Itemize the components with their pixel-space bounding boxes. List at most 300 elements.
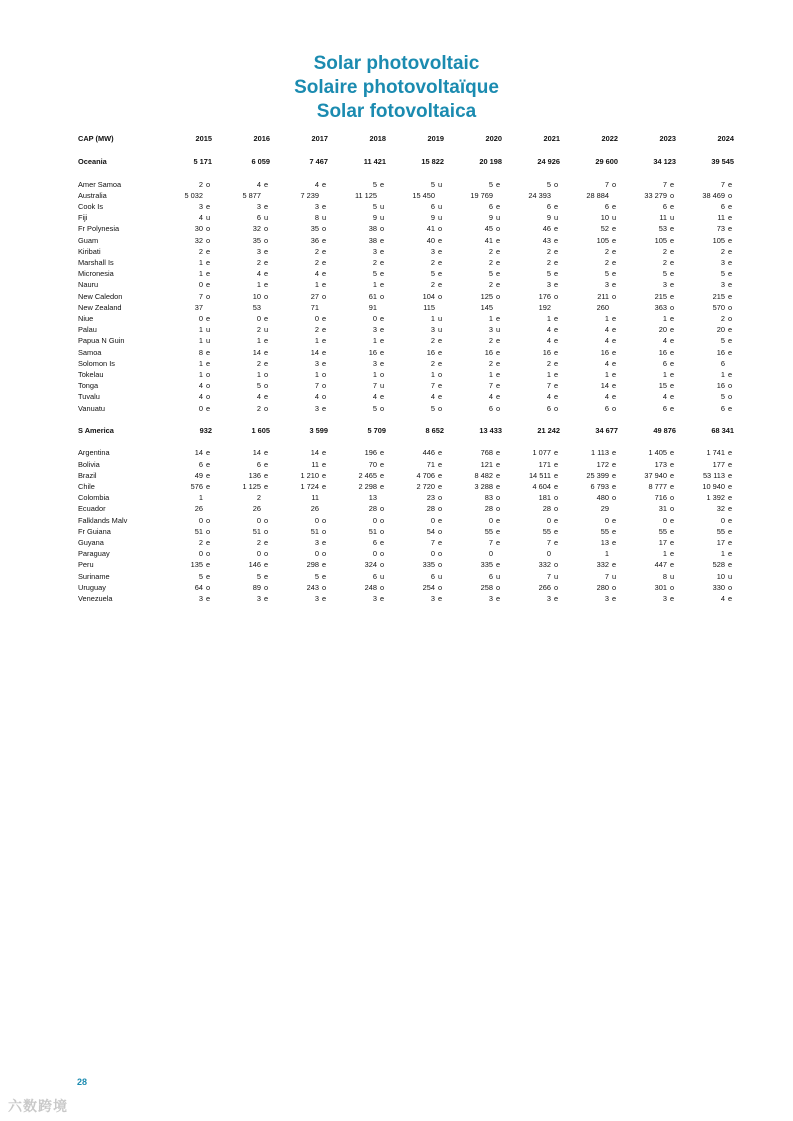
cell-value: 1 — [720, 549, 725, 559]
cell-flag: o — [438, 291, 443, 301]
table-row — [78, 459, 740, 470]
cell-value: 0 — [314, 515, 319, 525]
cell-flag: e — [728, 482, 733, 492]
cell-flag: e — [380, 314, 385, 324]
cell-flag: o — [264, 582, 269, 592]
title-en: Solar photovoltaic — [313, 53, 480, 74]
cell-value: 0 — [314, 314, 319, 324]
cell-flag: e — [264, 201, 269, 211]
cell-value: 135 — [190, 560, 203, 570]
table-row — [78, 481, 740, 492]
cell-value: 7 — [372, 381, 377, 391]
year-header: 2017 — [311, 133, 328, 143]
cell-value: 16 — [368, 347, 377, 357]
cell-value: 7 — [662, 179, 667, 189]
cell-flag — [261, 302, 276, 313]
cell-value: 53 113 — [702, 470, 725, 480]
cell-flag: e — [728, 594, 733, 604]
cell-flag: e — [322, 459, 327, 469]
cell-value: 14 — [252, 448, 261, 458]
cell-flag: o — [670, 493, 675, 503]
cell-value: 28 884 — [586, 190, 609, 200]
cell-flag: o — [670, 302, 675, 312]
cell-flag: e — [496, 336, 501, 346]
cell-flag: o — [728, 314, 733, 324]
cell-flag: e — [438, 258, 443, 267]
cell-value: 4 — [604, 325, 609, 335]
cell-value: 6 — [546, 403, 551, 413]
cell-value: 1 — [198, 358, 203, 368]
cell-flag: e — [496, 246, 501, 256]
cell-value: 16 — [658, 347, 667, 357]
cell-value: 10 940 — [702, 482, 725, 492]
cell-value: 20 — [716, 325, 725, 335]
cell-value: 0 — [314, 549, 319, 559]
cell-value: 3 — [604, 594, 609, 604]
cell-value: 7 — [314, 381, 319, 391]
cell-value: 6 — [372, 571, 377, 581]
cell-flag — [261, 492, 276, 503]
watermark-logo: 六数跨境 — [8, 1098, 68, 1114]
cell-flag: o — [264, 549, 269, 559]
cell-flag: e — [206, 246, 211, 256]
cell-value: 54 — [426, 526, 435, 536]
cell-value: 5 — [256, 381, 261, 391]
cell-flag: e — [554, 235, 559, 245]
cell-value: 0 — [546, 515, 551, 525]
cell-flag: u — [380, 201, 385, 211]
cell-value: 11 — [717, 213, 725, 223]
cell-value: 13 — [368, 493, 377, 503]
cell-flag: o — [322, 224, 327, 234]
cell-value: 1 — [372, 336, 377, 346]
cell-value: 51 — [252, 526, 261, 536]
cell-value: 6 — [720, 403, 725, 413]
table-row — [78, 257, 740, 268]
cell-value: 2 — [198, 179, 203, 189]
cell-value: 4 — [604, 358, 609, 368]
cell-value: 2 — [256, 538, 261, 548]
cell-flag: o — [496, 504, 501, 514]
cell-flag: e — [322, 201, 327, 211]
cell-value: 91 — [368, 302, 377, 312]
cell-value: 11 — [311, 459, 319, 469]
cell-flag: u — [322, 213, 327, 223]
cell-value: 64 — [194, 582, 203, 592]
country-name: Peru — [78, 560, 94, 570]
cell-value: 71 — [426, 459, 435, 469]
cell-flag: o — [670, 504, 675, 514]
country-name: Palau — [78, 325, 97, 335]
cell-value: 1 — [198, 370, 203, 380]
cell-value: 2 — [546, 246, 551, 256]
cell-flag: e — [612, 515, 617, 525]
cell-value: 2 — [720, 246, 725, 256]
cell-value: 51 — [194, 526, 203, 536]
cell-value: 6 793 — [590, 482, 609, 492]
region-total-row — [78, 156, 740, 167]
cell-value: 6 — [662, 403, 667, 413]
cell-value: 8 777 — [648, 482, 667, 492]
cell-flag: e — [728, 179, 733, 189]
cell-value: 6 — [662, 358, 667, 368]
cell-flag: e — [728, 347, 733, 357]
spacer-row — [78, 167, 740, 178]
cell-flag: e — [438, 515, 443, 525]
cell-flag: e — [612, 246, 617, 256]
title-es: Solar fotovoltaica — [316, 101, 477, 122]
cell-value: 480 — [596, 493, 609, 503]
cell-flag: o — [728, 392, 733, 402]
cell-flag: o — [380, 291, 385, 301]
cell-value: 5 — [604, 269, 609, 279]
cell-flag: u — [670, 213, 675, 223]
cell-value: 7 — [488, 538, 493, 548]
cell-flag: e — [322, 258, 327, 267]
cell-flag: o — [728, 381, 733, 391]
cell-flag: e — [496, 179, 501, 189]
cell-flag: e — [264, 448, 269, 458]
cell-flag: e — [206, 201, 211, 211]
cell-flag: o — [438, 224, 443, 234]
cell-value: 26 — [194, 504, 203, 514]
cell-value: 1 210 — [300, 470, 319, 480]
cell-flag: e — [728, 269, 733, 279]
cell-flag: e — [670, 291, 675, 301]
cell-value: 1 077 — [532, 448, 551, 458]
cell-flag: o — [322, 370, 327, 380]
cell-flag: e — [728, 560, 733, 570]
cell-flag: e — [496, 235, 501, 245]
cell-value: 1 — [430, 370, 435, 380]
cell-flag: o — [438, 370, 443, 380]
cell-value: 9 — [488, 213, 493, 223]
cell-value: 5 — [372, 179, 377, 189]
cell-flag: e — [554, 594, 559, 604]
cell-value: 3 — [488, 594, 493, 604]
cell-flag: u — [496, 571, 501, 581]
cell-flag: e — [612, 538, 617, 548]
cell-flag: e — [670, 403, 675, 413]
cell-value: 6 — [546, 201, 551, 211]
cell-value: 6 — [720, 201, 725, 211]
cell-flag: e — [264, 594, 269, 604]
country-name: New Zealand — [78, 302, 122, 312]
cell-flag: e — [496, 560, 501, 570]
cell-value: 7 — [546, 571, 551, 581]
cell-value: 4 — [604, 392, 609, 402]
cell-flag: o — [554, 291, 559, 301]
cell-flag: o — [264, 403, 269, 413]
cell-flag: o — [380, 582, 385, 592]
cell-value: 0 — [198, 549, 203, 559]
region-total-value: 29 600 — [595, 157, 618, 167]
cell-value: 55 — [716, 526, 725, 536]
cell-flag: o — [206, 526, 211, 536]
table-row — [78, 235, 740, 246]
cell-value: 7 — [720, 179, 725, 189]
cell-value: 254 — [422, 582, 435, 592]
cell-flag: u — [438, 314, 443, 324]
cell-value: 215 — [654, 291, 667, 301]
cell-flag: e — [264, 358, 269, 368]
cell-flag: e — [438, 246, 443, 256]
cell-value: 3 — [314, 201, 319, 211]
spacer-cell — [78, 414, 160, 425]
cell-flag: e — [206, 482, 211, 492]
table-header-row — [78, 132, 740, 145]
cell-flag: e — [670, 470, 675, 480]
cell-value: 2 — [372, 258, 377, 267]
cell-flag: u — [380, 381, 385, 391]
cell-value: 3 — [256, 246, 261, 256]
cell-value: 173 — [654, 459, 667, 469]
cell-flag: e — [670, 358, 675, 368]
region-total-value: 3 599 — [309, 426, 328, 436]
cell-flag: e — [380, 538, 385, 548]
table-row — [78, 503, 740, 514]
country-name: Guyana — [78, 538, 104, 548]
cell-flag — [493, 190, 508, 201]
cell-value: 11 125 — [354, 190, 377, 200]
cell-flag: e — [322, 571, 327, 581]
cell-flag: e — [322, 235, 327, 245]
cell-flag: o — [496, 403, 501, 413]
year-header: 2018 — [369, 133, 386, 143]
cell-value: 4 — [662, 336, 667, 346]
cell-flag: e — [496, 201, 501, 211]
cell-value: 2 — [256, 325, 261, 335]
cell-value: 14 — [310, 448, 319, 458]
cell-flag: e — [612, 347, 617, 357]
cell-flag: e — [670, 314, 675, 324]
cell-value: 55 — [484, 526, 493, 536]
year-header: 2022 — [601, 133, 618, 143]
cell-flag: o — [554, 403, 559, 413]
cell-flag: e — [496, 269, 501, 279]
cell-value: 7 — [488, 381, 493, 391]
cell-value: 1 — [198, 258, 203, 267]
cell-flag — [493, 548, 508, 559]
cell-flag: e — [438, 594, 443, 604]
cell-flag: e — [728, 246, 733, 256]
cell-flag: e — [670, 594, 675, 604]
cell-value: 1 741 — [706, 448, 725, 458]
cell-flag: o — [322, 549, 327, 559]
cell-value: 4 — [256, 392, 261, 402]
cell-value: 181 — [538, 493, 551, 503]
cell-value: 335 — [480, 560, 493, 570]
country-name: Kiribati — [78, 246, 101, 256]
cell-flag: e — [322, 482, 327, 492]
cell-flag: e — [670, 258, 675, 267]
table-row — [78, 559, 740, 570]
cell-value: 4 — [430, 392, 435, 402]
cell-value: 1 — [256, 280, 261, 290]
cell-flag: e — [670, 325, 675, 335]
region-total-value: 932 — [199, 426, 212, 436]
cell-flag — [725, 358, 740, 369]
cell-flag: o — [438, 493, 443, 503]
cell-value: 3 — [430, 325, 435, 335]
region-name: S America — [78, 426, 114, 436]
cell-flag: e — [612, 280, 617, 290]
cell-value: 2 — [546, 358, 551, 368]
cell-flag — [551, 548, 566, 559]
country-name: Bolivia — [78, 459, 100, 469]
country-name: Samoa — [78, 347, 102, 357]
region-total-row — [78, 425, 740, 436]
cell-value: 3 — [372, 594, 377, 604]
cell-flag: e — [670, 538, 675, 548]
cell-value: 2 — [430, 280, 435, 290]
cell-flag: o — [438, 526, 443, 536]
cell-value: 2 465 — [358, 470, 377, 480]
country-name: Paraguay — [78, 549, 110, 559]
cell-value: 1 — [314, 336, 319, 346]
country-name: Fr Polynesia — [78, 224, 120, 234]
cell-value: 4 — [314, 269, 319, 279]
cell-flag: e — [612, 470, 617, 480]
cell-flag: e — [554, 470, 559, 480]
cell-value: 0 — [662, 515, 667, 525]
cell-value: 7 — [546, 538, 551, 548]
cell-value: 7 — [430, 538, 435, 548]
cell-flag: u — [554, 213, 559, 223]
cell-value: 1 — [546, 314, 551, 324]
cell-value: 15 450 — [412, 190, 435, 200]
cell-value: 1 — [488, 370, 493, 380]
region-total-value: 5 709 — [367, 426, 386, 436]
cell-flag — [261, 190, 276, 201]
cell-flag: e — [322, 448, 327, 458]
region-total-value: 11 421 — [363, 157, 386, 167]
cell-value: 6 — [662, 201, 667, 211]
cell-value: 570 — [712, 302, 725, 312]
cell-value: 1 — [372, 370, 377, 380]
cell-flag: e — [728, 470, 733, 480]
cell-flag: e — [206, 269, 211, 279]
year-header: 2019 — [427, 133, 444, 143]
cell-flag: e — [728, 336, 733, 346]
cell-value: 11 — [659, 213, 667, 223]
cell-value: 6 — [604, 403, 609, 413]
cell-value: 3 — [488, 325, 493, 335]
cell-flag: e — [380, 470, 385, 480]
cell-value: 1 — [314, 370, 319, 380]
cell-value: 3 — [314, 403, 319, 413]
cell-value: 28 — [542, 504, 551, 514]
cell-value: 0 — [430, 549, 435, 559]
cell-value: 2 — [256, 358, 261, 368]
table-row — [78, 526, 740, 537]
cell-flag: o — [380, 560, 385, 570]
country-name: Colombia — [78, 493, 110, 503]
cell-value: 1 — [198, 325, 203, 335]
cell-value: 2 — [430, 258, 435, 267]
cell-flag: e — [264, 571, 269, 581]
cell-flag: e — [322, 336, 327, 346]
year-header: 2023 — [659, 133, 676, 143]
table-row — [78, 291, 740, 302]
cell-flag: e — [728, 201, 733, 211]
cell-value: 6 — [720, 358, 725, 368]
cell-flag: e — [322, 246, 327, 256]
cell-value: 71 — [310, 302, 319, 312]
cell-value: 1 — [372, 280, 377, 290]
cell-value: 4 — [372, 392, 377, 402]
cell-value: 7 — [604, 179, 609, 189]
cell-flag: e — [438, 470, 443, 480]
cell-value: 196 — [364, 448, 377, 458]
cell-flag: u — [438, 201, 443, 211]
cell-flag: o — [554, 560, 559, 570]
cell-flag: e — [206, 448, 211, 458]
cell-flag: e — [496, 258, 501, 267]
cell-value: 2 — [256, 258, 261, 267]
cell-flag: e — [380, 258, 385, 267]
cell-flag: e — [670, 459, 675, 469]
cell-flag: o — [554, 493, 559, 503]
cell-value: 243 — [306, 582, 319, 592]
table-row — [78, 201, 740, 212]
header-label: CAP (MW) — [78, 133, 114, 143]
cell-value: 32 — [252, 224, 261, 234]
cell-flag: e — [612, 325, 617, 335]
cell-flag: e — [264, 246, 269, 256]
cell-flag: e — [554, 448, 559, 458]
cell-flag: e — [206, 459, 211, 469]
cell-flag: o — [612, 403, 617, 413]
cell-flag: e — [264, 459, 269, 469]
cell-value: 2 — [604, 246, 609, 256]
cell-value: 2 — [256, 403, 261, 413]
cell-flag: e — [206, 560, 211, 570]
year-header: 2024 — [717, 133, 734, 143]
cell-flag: o — [206, 370, 211, 380]
cell-value: 8 — [198, 347, 203, 357]
cell-flag: o — [438, 504, 443, 514]
cell-value: 1 113 — [591, 448, 609, 458]
cell-flag: o — [264, 291, 269, 301]
cell-flag: e — [496, 370, 501, 380]
table-row — [78, 335, 740, 346]
cell-value: 125 — [480, 291, 493, 301]
cell-flag: u — [206, 213, 211, 223]
cell-value: 248 — [364, 582, 377, 592]
cell-flag: o — [206, 235, 211, 245]
cell-value: 2 — [662, 246, 667, 256]
cell-flag: e — [206, 358, 211, 368]
cell-value: 14 — [310, 347, 319, 357]
table-row — [78, 470, 740, 481]
cell-value: 16 — [600, 347, 609, 357]
cell-flag: e — [206, 571, 211, 581]
cell-value: 73 — [716, 224, 725, 234]
cell-value: 716 — [654, 493, 667, 503]
cell-flag: u — [264, 325, 269, 335]
cell-value: 1 — [546, 370, 551, 380]
cell-value: 1 724 — [300, 482, 319, 492]
cell-value: 27 — [310, 291, 319, 301]
cell-value: 1 — [256, 336, 261, 346]
cell-value: 1 — [198, 493, 203, 503]
cell-flag: e — [554, 347, 559, 357]
spacer-cell — [78, 436, 160, 447]
cell-value: 0 — [198, 280, 203, 290]
table-row — [78, 190, 740, 201]
cell-flag: o — [496, 493, 501, 503]
